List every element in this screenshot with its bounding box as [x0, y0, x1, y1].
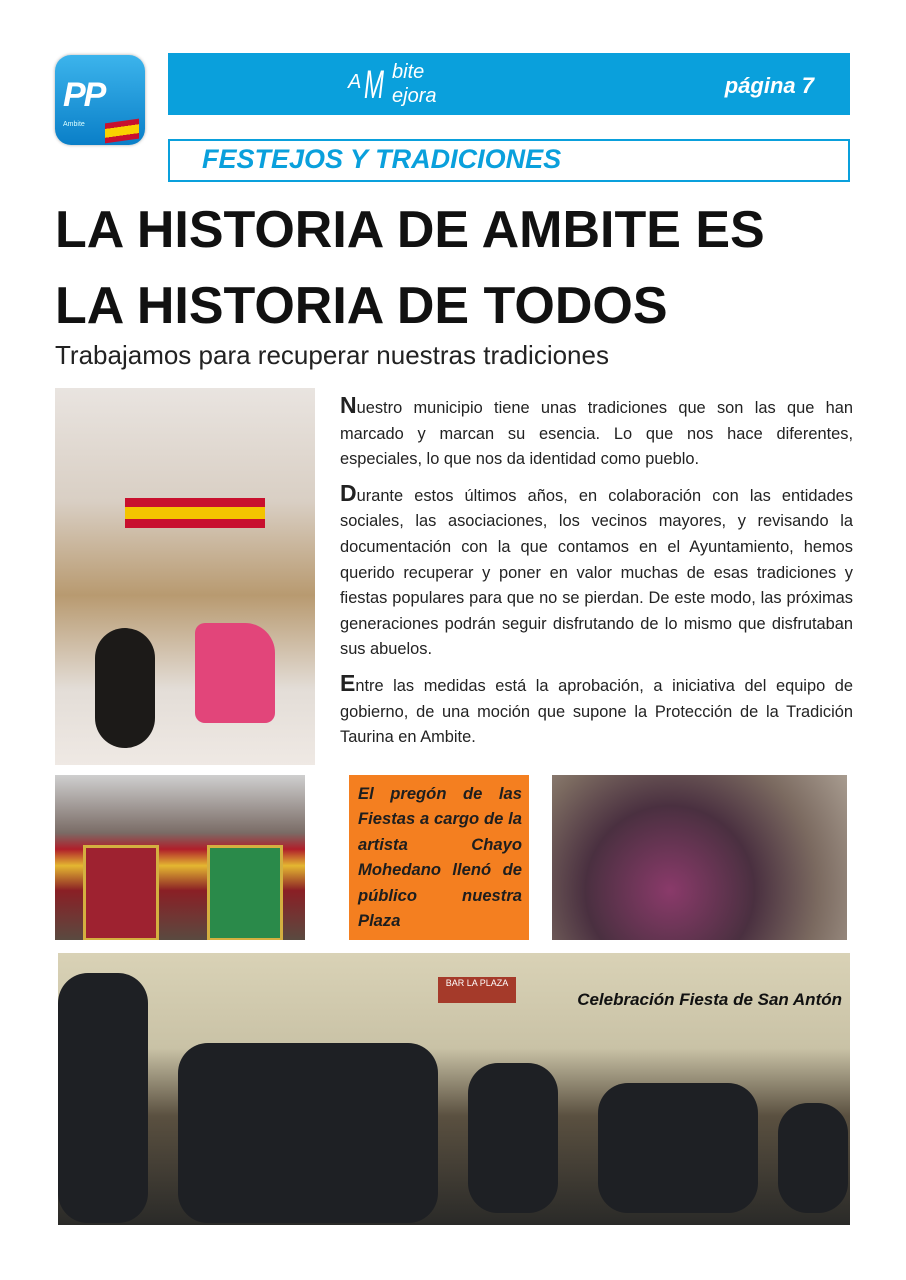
brand-line2: ejora [392, 85, 437, 107]
section-label: FESTEJOS Y TRADICIONES [202, 144, 562, 174]
bullfight-photo [55, 388, 315, 765]
article-body [340, 393, 853, 759]
san-anton-photo [58, 953, 850, 1225]
section-title [168, 139, 850, 182]
drop-initial: D [340, 479, 357, 506]
drop-initial: E [340, 669, 356, 696]
crowd-photo [552, 775, 847, 940]
headline-line2: LA HISTORIA DE TODOS [55, 277, 668, 335]
balcony-photo [55, 775, 305, 940]
subtitle: Trabajamos para recuperar nuestras tradiciones [55, 340, 609, 370]
page-number: página 7 [724, 73, 814, 98]
pp-logo [55, 55, 145, 145]
spain-flag-icon [105, 119, 139, 144]
logo-town: Ambite [63, 121, 85, 128]
paragraph-text: uestro municipio tiene unas tradiciones que son las que han marcado y marcan su esencia. Lo que nos hace diferentes, especiales, lo que nos da identidad como pueblo. [340, 399, 853, 469]
brand-line1: bite [392, 61, 425, 83]
drop-initial: N [340, 392, 357, 418]
callout-text: El pregón de las Fiestas a cargo de la artista Chayo Mohedano llenó de público nuestra Plaza [358, 784, 522, 931]
brand-a: A [348, 71, 362, 93]
paragraph [340, 393, 853, 473]
paragraph [340, 671, 853, 751]
headline [55, 192, 765, 344]
photo-caption: Celebración Fiesta de San Antón [577, 990, 842, 1009]
bar-sign: BAR LA PLAZA [438, 977, 516, 1003]
paragraph-text: ntre las medidas está la aprobación, a iniciativa del equipo de gobierno, de una moción que supone la Protección de la Tradición Taurina en Ambite. [340, 676, 853, 747]
brand-m: M [364, 63, 384, 107]
brand-wordmark [348, 59, 458, 111]
paragraph-text: urante estos últimos años, en colaboración con las entidades sociales, las asociaciones, los vecinos mayores, y revisando la documentación con la que contamos en el Ayuntamiento, hemos querido recuperar y poner en valor muchas de esas tradiciones y fiestas populares para que no se pierdan. De este modo, las próximas generaciones podrán seguir disfrutando de lo mismo que disfrutaban sus abuelos. [340, 486, 853, 659]
header-bar [168, 53, 850, 115]
callout-box [349, 775, 529, 940]
logo-text: PP [63, 76, 105, 114]
paragraph [340, 481, 853, 663]
headline-line1: LA HISTORIA DE AMBITE ES [55, 201, 765, 259]
